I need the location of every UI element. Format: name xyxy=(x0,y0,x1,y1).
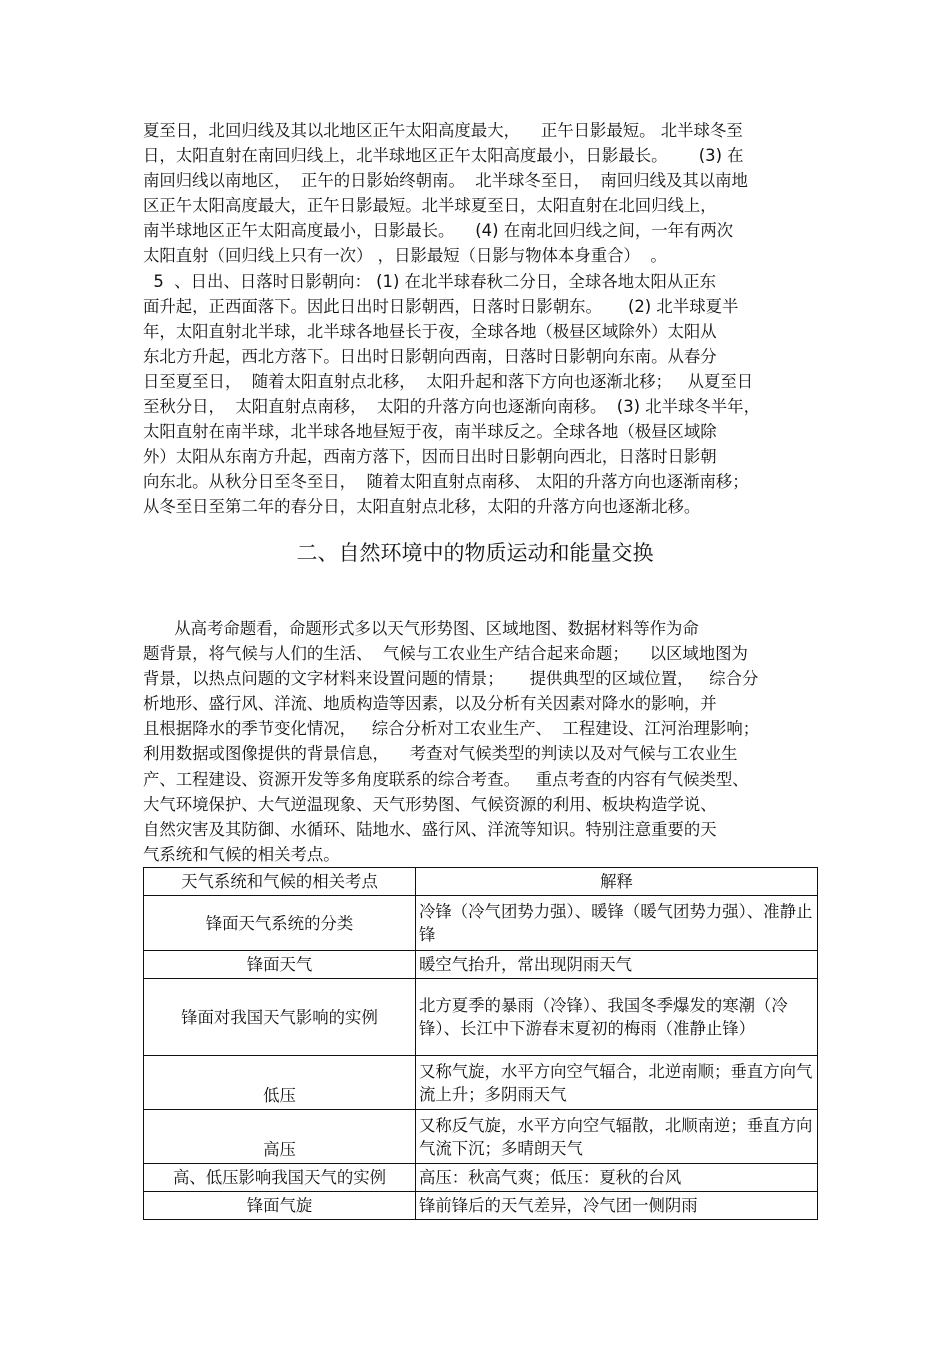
text-line: 题背景，将气候与人们的生活、 气候与工农业生产结合起来命题； 以区域地图为 xyxy=(143,644,748,664)
text-line: 气系统和气候的相关考点。 xyxy=(143,844,340,864)
text-line: 产、工程建设、资源开发等多角度联系的综合考查。 重点考查的内容有气候类型、 xyxy=(143,769,749,789)
weather-climate-table xyxy=(143,867,818,1220)
table-header-row xyxy=(144,868,818,896)
text-line: 区正午太阳高度最大，正午日影最短。北半球夏至日，太阳直射在北回归线上， xyxy=(143,196,717,216)
text-line: 太阳直射在南半球，北半球各地昼短于夜，南半球反之。全球各地（极昼区域除 xyxy=(143,422,717,442)
row-explanation: 又称反气旋，水平方向空气辐散，北顺南逆；垂直方向气流下沉；多晴朗天气 xyxy=(416,1110,818,1164)
row-term: 低压 xyxy=(144,1056,416,1110)
text-line: 外）太阳从东南方升起，西南方落下，因而日出时日影朝向西北，日落时日影朝 xyxy=(143,447,717,467)
section2-body xyxy=(143,616,833,867)
text-line: 利用数据或图像提供的背景信息， 考查对气候类型的判读以及对气候与工农业生 xyxy=(143,744,738,764)
table-row xyxy=(144,951,818,979)
text-line: 5 、日出、日落时日影朝向： (1) 在北半球春秋二分日，全球各地太阳从正东 xyxy=(143,271,717,291)
row-term: 锋面气旋 xyxy=(144,1192,416,1220)
text-line: 从高考命题看，命题形式多以天气形势图、区域地图、数据材料等作为命 xyxy=(143,619,699,638)
text-line: 夏至日，北回归线及其以北地区正午太阳高度最大， 正午日影最短。 北半球冬至 xyxy=(143,121,743,140)
table-row xyxy=(144,1056,818,1110)
text-line: 年，太阳直射北半球，北半球各地昼长于夜，全球各地（极昼区域除外）太阳从 xyxy=(143,321,717,341)
row-term: 锋面对我国天气影响的实例 xyxy=(144,979,416,1056)
text-line: 太阳直射（回归线上只有一次） ，日影最短（日影与物体本身重合） 。 xyxy=(143,246,667,266)
text-line: 大气环境保护、大气逆温现象、天气形势图、气候资源的利用、板块构造学说、 xyxy=(143,794,717,814)
text-line: 析地形、盛行风、洋流、地质构造等因素，以及分析有关因素对降水的影响，并 xyxy=(143,694,717,714)
section1-body xyxy=(143,118,823,520)
row-term: 锋面天气系统的分类 xyxy=(144,896,416,951)
text-line: 南半球地区正午太阳高度最小，日影最长。 (4) 在南北回归线之间，一年有两次 xyxy=(143,221,734,241)
table-row xyxy=(144,979,818,1056)
table-row xyxy=(144,1110,818,1164)
text-line: 自然灾害及其防御、水循环、陆地水、盛行风、洋流等知识。特别注意重要的天 xyxy=(143,819,717,839)
text-line: 至秋分日， 太阳直射点南移， 太阳的升落方向也逐渐向南移。 (3) 北半球冬半年， xyxy=(143,397,760,417)
row-term: 高压 xyxy=(144,1110,416,1164)
text-line: 背景，以热点问题的文字材料来设置问题的情景； 提供典型的区域位置， 综合分 xyxy=(143,669,759,689)
table-row xyxy=(144,1164,818,1192)
text-line: 从冬至日至第二年的春分日，太阳直射点北移，太阳的升落方向也逐渐北移。 xyxy=(143,497,701,517)
text-line: 日至夏至日， 随着太阳直射点北移， 太阳升起和落下方向也逐渐北移； 从夏至日 xyxy=(143,371,754,391)
text-line: 面升起，正西面落下。因此日出时日影朝西，日落时日影朝东。 (2) 北半球夏半 xyxy=(143,296,739,316)
table-row xyxy=(144,896,818,951)
table-row xyxy=(144,1192,818,1220)
row-explanation: 冷锋（冷气团势力强）、暖锋（暖气团势力强）、准静止锋 xyxy=(416,896,818,951)
text-line: 南回归线以南地区， 正午的日影始终朝南。 北半球冬至日， 南回归线及其以南地 xyxy=(143,171,748,191)
text-line: 东北方升起，西北方落下。日出时日影朝向西南，日落时日影朝向东南。从春分 xyxy=(143,346,717,366)
row-explanation: 锋前锋后的天气差异，冷气团一侧阴雨 xyxy=(416,1192,818,1220)
row-explanation: 高压：秋高气爽；低压：夏秋的台风 xyxy=(416,1164,818,1192)
text-line: 日，太阳直射在南回归线上，北半球地区正午太阳高度最小，日影最长。 (3) 在 xyxy=(143,146,744,166)
row-explanation: 又称气旋，水平方向空气辐合，北逆南顺；垂直方向气流上升；多阴雨天气 xyxy=(416,1056,818,1110)
text-line: 且根据降水的季节变化情况， 综合分析对工农业生产、 工程建设、江河治理影响； xyxy=(143,719,760,739)
row-term: 锋面天气 xyxy=(144,951,416,979)
text-line: 向东北。从秋分日至冬至日， 随着太阳直射点南移、 太阳的升落方向也逐渐南移； xyxy=(143,472,749,492)
row-explanation: 暖空气抬升，常出现阴雨天气 xyxy=(416,951,818,979)
row-term: 高、低压影响我国天气的实例 xyxy=(144,1164,416,1192)
section2-heading: 二、自然环境中的物质运动和能量交换 xyxy=(296,541,654,565)
row-explanation: 北方夏季的暴雨（冷锋）、我国冬季爆发的寒潮（冷锋）、长江中下游春末夏初的梅雨（准静止锋） xyxy=(416,979,818,1056)
column-header-explanation: 解释 xyxy=(416,868,818,896)
column-header-topic: 天气系统和气候的相关考点 xyxy=(144,868,416,896)
